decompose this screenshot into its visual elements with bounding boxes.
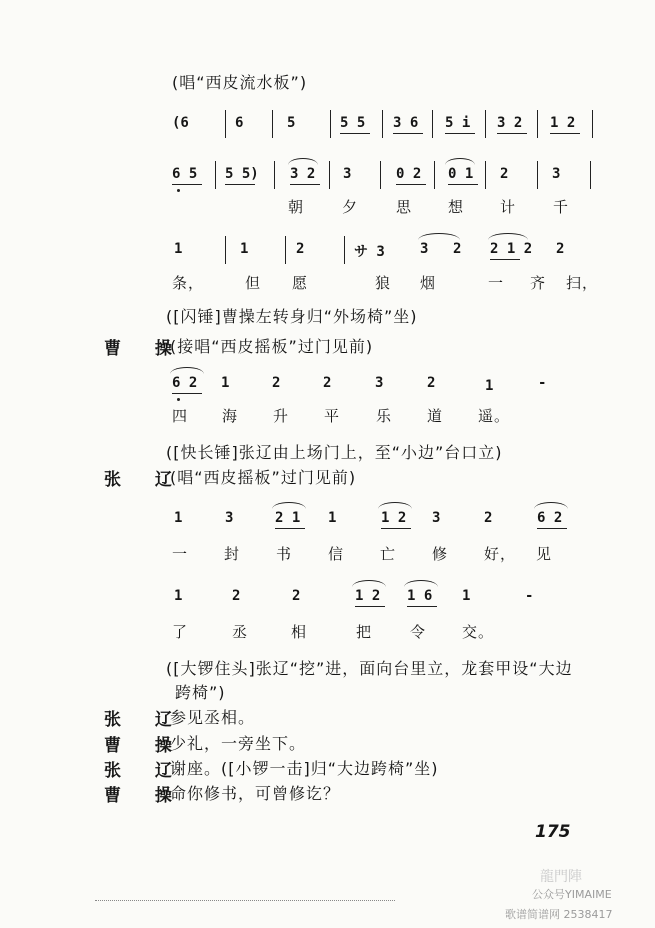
- note: 3: [432, 510, 441, 526]
- note: 6 5: [172, 166, 198, 182]
- bar-line: [485, 161, 486, 189]
- lyric-syllable: 相: [291, 623, 308, 641]
- speaker-line: (接唱“西皮摇板”过门见前): [170, 337, 374, 356]
- note: サ 3: [354, 244, 385, 260]
- lyric-syllable: 夕: [342, 198, 359, 216]
- speaker-line: (唱“西皮摇板”过门见前): [170, 468, 357, 487]
- bar-line: [285, 236, 286, 264]
- note: 1: [485, 378, 494, 394]
- scan-artifact: [95, 900, 395, 901]
- aria-direction: (唱“西皮流水板”): [172, 73, 308, 92]
- note: 6 2: [537, 510, 563, 526]
- lyric-syllable: 封: [224, 545, 241, 563]
- lyric-syllable: 修: [432, 545, 449, 563]
- lyric-syllable: 但: [245, 274, 262, 292]
- beam: [537, 528, 567, 529]
- note: 6 2: [172, 375, 198, 391]
- lyric-syllable: 一: [172, 545, 189, 563]
- slur: [445, 158, 475, 165]
- note: 2: [484, 510, 493, 526]
- note: 2 1: [275, 510, 301, 526]
- low-octave-dot: [177, 189, 180, 192]
- note: 0 1: [448, 166, 474, 182]
- note: 2: [453, 241, 462, 257]
- lyric-syllable: 千: [553, 198, 570, 216]
- bar-line: [272, 110, 273, 138]
- note: 1: [174, 510, 183, 526]
- watermark-logo: 龍門陣: [540, 869, 582, 885]
- speaker-name: 曹 操: [104, 736, 186, 756]
- lyric-syllable: 见: [536, 545, 553, 563]
- dialogue-line: 参见丞相。: [170, 708, 256, 727]
- lyric-syllable: 愿: [292, 274, 309, 292]
- lyric-syllable: 计: [500, 198, 517, 216]
- note: 1 6: [407, 588, 433, 604]
- lyric-syllable: 交。: [462, 623, 495, 641]
- note: 1: [240, 241, 249, 257]
- slur: [352, 580, 386, 587]
- lyric-syllable: 乐: [376, 407, 393, 425]
- bar-line: [380, 161, 381, 189]
- lyric-syllable: 了: [172, 623, 189, 641]
- slur: [288, 158, 318, 165]
- speaker-name: 张 辽: [104, 710, 186, 730]
- note: 3: [375, 375, 384, 391]
- note: 5 5): [225, 166, 259, 182]
- lyric-syllable: 把: [356, 623, 373, 641]
- bar-line: [432, 110, 433, 138]
- lyric-syllable: 条，: [172, 274, 205, 292]
- note: 6: [235, 115, 244, 131]
- lyric-syllable: 好，: [484, 545, 517, 563]
- slur: [488, 233, 528, 240]
- speaker-name: 曹 操: [104, 786, 186, 806]
- lyric-syllable: 思: [396, 198, 413, 216]
- bar-line: [434, 161, 435, 189]
- lyric-syllable: 令: [410, 623, 427, 641]
- slur: [378, 502, 412, 509]
- note: 1 2: [381, 510, 407, 526]
- speaker-name: 曹 操: [104, 339, 186, 359]
- lyric-syllable: 书: [276, 545, 293, 563]
- note: 3 6: [393, 115, 419, 131]
- lyric-syllable: 平: [324, 407, 341, 425]
- bar-line: [344, 236, 345, 264]
- note: 5 i: [445, 115, 471, 131]
- note: 1: [328, 510, 337, 526]
- dialogue-line: 少礼，一旁坐下。: [170, 734, 307, 753]
- stage-direction: ([闪锤]曹操左转身归“外场椅”坐): [166, 307, 418, 326]
- page-number: 175: [535, 822, 571, 842]
- slur: [170, 367, 204, 374]
- beam: [340, 133, 370, 134]
- beam: [445, 133, 475, 134]
- lyric-syllable: 齐: [530, 274, 547, 292]
- stage-direction: ([大锣住头]张辽“挖”进，面向台里立，龙套甲设“大边: [166, 659, 573, 678]
- watermark-text: 公众号YIMAIME: [532, 888, 612, 901]
- note: (6: [172, 115, 189, 131]
- note: 2: [272, 375, 281, 391]
- lyric-syllable: 遥。: [478, 407, 511, 425]
- stage-direction-cont: 跨椅”): [175, 683, 226, 702]
- note: 5 5: [340, 115, 366, 131]
- note: 2 1 2: [490, 241, 533, 257]
- dialogue-line: 命你修书，可曾修讫？: [170, 784, 341, 803]
- lyric-syllable: 扫，: [566, 274, 599, 292]
- note: 2: [296, 241, 305, 257]
- lyric-syllable: 狼: [375, 274, 392, 292]
- lyric-syllable: 信: [328, 545, 345, 563]
- beam: [550, 133, 580, 134]
- bar-line: [537, 161, 538, 189]
- footer-watermark: 歌谱简谱网 2538417: [505, 908, 613, 921]
- beam: [407, 606, 437, 607]
- beam: [497, 133, 527, 134]
- beam: [393, 133, 423, 134]
- stage-direction: ([快长锤]张辽由上场门上，至“小边”台口立): [166, 443, 503, 462]
- note: 3: [343, 166, 352, 182]
- note: -: [538, 375, 547, 391]
- bar-line: [225, 236, 226, 264]
- note: 3 2: [290, 166, 316, 182]
- lyric-syllable: 亡: [380, 545, 397, 563]
- note: -: [525, 588, 534, 604]
- bar-line: [215, 161, 216, 189]
- note: 2: [556, 241, 565, 257]
- beam: [396, 184, 426, 185]
- bar-line: [485, 110, 486, 138]
- note: 3 2: [497, 115, 523, 131]
- beam: [275, 528, 305, 529]
- bar-line: [274, 161, 275, 189]
- lyric-syllable: 一: [488, 274, 505, 292]
- note: 2: [427, 375, 436, 391]
- bar-line: [329, 161, 330, 189]
- lyric-syllable: 四: [172, 407, 189, 425]
- lyric-syllable: 朝: [288, 198, 305, 216]
- note: 5: [287, 115, 296, 131]
- beam: [172, 393, 202, 394]
- note: 2: [232, 588, 241, 604]
- note: 1 2: [550, 115, 576, 131]
- beam: [225, 184, 255, 185]
- beam: [490, 259, 520, 260]
- slur: [534, 502, 568, 509]
- bar-line: [590, 161, 591, 189]
- note: 2: [292, 588, 301, 604]
- bar-line: [225, 110, 226, 138]
- lyric-syllable: 海: [222, 407, 239, 425]
- dialogue-line: 谢座。([小锣一击]归“大边跨椅”坐): [170, 759, 439, 778]
- note: 2: [323, 375, 332, 391]
- slur: [404, 580, 438, 587]
- note: 1: [462, 588, 471, 604]
- note: 0 2: [396, 166, 422, 182]
- note: 1: [221, 375, 230, 391]
- beam: [290, 184, 320, 185]
- speaker-name: 张 辽: [104, 470, 186, 490]
- beam: [172, 184, 202, 185]
- beam: [355, 606, 385, 607]
- note: 1: [174, 588, 183, 604]
- slur: [418, 233, 460, 240]
- bar-line: [330, 110, 331, 138]
- bar-line: [592, 110, 593, 138]
- bar-line: [537, 110, 538, 138]
- lyric-syllable: 升: [273, 407, 290, 425]
- note: 1: [174, 241, 183, 257]
- beam: [381, 528, 411, 529]
- speaker-name: 张 辽: [104, 761, 186, 781]
- low-octave-dot: [177, 398, 180, 401]
- beam: [448, 184, 478, 185]
- note: 3: [420, 241, 429, 257]
- lyric-syllable: 丞: [232, 623, 249, 641]
- lyric-syllable: 烟: [420, 274, 437, 292]
- note: 3: [552, 166, 561, 182]
- note: 3: [225, 510, 234, 526]
- note: 1 2: [355, 588, 381, 604]
- note: 2: [500, 166, 509, 182]
- lyric-syllable: 道: [427, 407, 444, 425]
- bar-line: [382, 110, 383, 138]
- slur: [272, 502, 306, 509]
- lyric-syllable: 想: [448, 198, 465, 216]
